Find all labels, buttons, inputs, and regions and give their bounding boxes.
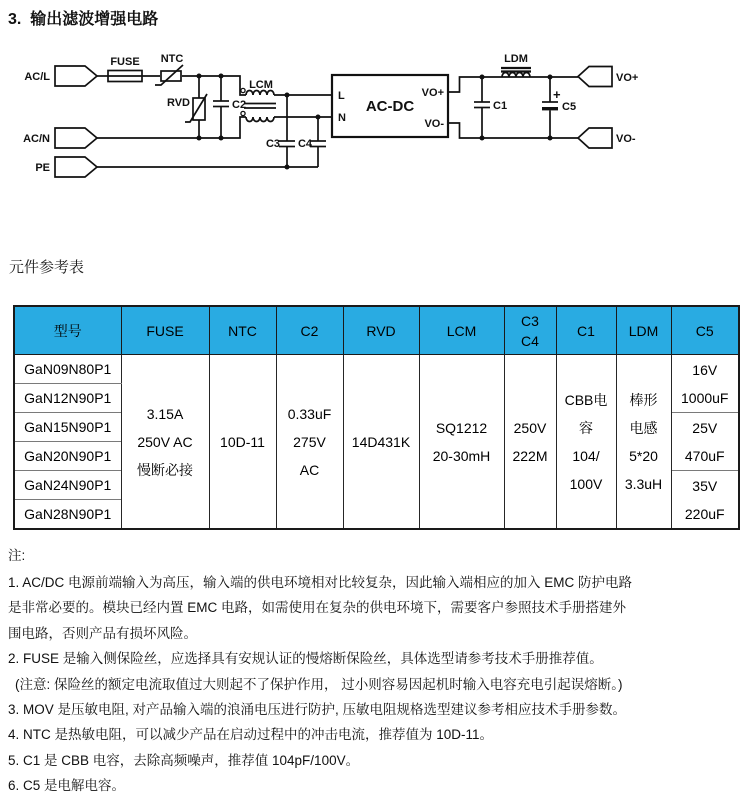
vop-label: VO+ (616, 72, 639, 84)
cell-ldm: 棒形 电感 5*20 3.3uH (616, 355, 671, 530)
notes-section (8, 542, 750, 799)
cell-lcm: SQ1212 20-30mH (419, 355, 504, 530)
acdc-module (332, 75, 448, 137)
header-c2: C2 (276, 306, 343, 355)
pin-l-label: L (338, 90, 345, 102)
note-line: (注意: 保险丝的额定电流取值过大则起不了保护作用， 过小则容易因起机时输入电容充电引起误熔断。) (15, 676, 623, 692)
acn-label: AC/N (23, 133, 50, 145)
note-line: 5. C1 是 CBB 电容，去除高频噪声，推荐值 104pF/100V。 (8, 752, 360, 768)
note-line: 围电路，否则产品有损坏风险。 (8, 625, 197, 641)
cell-fuse: 3.15A 250V AC 慢断必接 (121, 355, 209, 530)
c3-symbol (266, 95, 295, 167)
cell-c3c4: 250V 222M (504, 355, 556, 530)
input-connector-acn (23, 128, 97, 148)
rvd-symbol (167, 76, 207, 138)
c4-label: C4 (297, 138, 312, 150)
note-line: 4. NTC 是热敏电阻，可以减少产品在启动过程中的冲击电流，推荐值为 10D-11。 (8, 727, 494, 743)
input-connector-acl (24, 66, 97, 86)
table-header-row (14, 306, 739, 355)
input-connector-pe (35, 157, 97, 177)
c5-label: C5 (562, 101, 577, 113)
cell-model: GaN12N90P1 (14, 384, 121, 413)
c5-polarity: + (553, 87, 561, 102)
c2-label: C2 (232, 99, 247, 111)
output-connector-von (578, 128, 636, 148)
note-line: 6. C5 是电解电容。 (8, 778, 126, 794)
table-caption: 元件参考表 (9, 259, 85, 276)
c5-symbol (542, 77, 576, 138)
c1-label: C1 (493, 100, 508, 112)
page-title: 3. 输出滤波增强电路 (8, 11, 159, 28)
header-c3c4 (504, 306, 556, 355)
cell-c5-group3: 35V 220uF (671, 471, 739, 530)
cell-rvd: 14D431K (343, 355, 419, 530)
cell-model: GaN09N80P1 (14, 355, 121, 384)
cell-c5-group2: 25V 470uF (671, 413, 739, 471)
header-fuse: FUSE (121, 306, 209, 355)
von-label: VO- (616, 133, 636, 145)
ldm-label: LDM (504, 53, 528, 65)
ntc-symbol (155, 53, 183, 85)
circuit-diagram (0, 40, 750, 240)
acdc-label: AC-DC (365, 98, 415, 115)
note-line: 1. AC/DC 电源前端输入为高压，输入端的供电环境相对比较复杂，因此输入端相应的加入 EMC 防护电路 (8, 575, 633, 590)
cell-model: GaN28N90P1 (14, 500, 121, 530)
pin-von-label: VO- (424, 118, 444, 130)
notes-label: 注: (8, 548, 26, 563)
header-c5: C5 (671, 306, 739, 355)
lcm-label: LCM (249, 79, 273, 91)
lcm-symbol (241, 79, 276, 122)
cell-model: GaN24N90P1 (14, 471, 121, 500)
header-rvd: RVD (343, 306, 419, 355)
ldm-symbol (501, 53, 531, 77)
note-line: 3. MOV 是压敏电阻, 对产品输入端的浪涌电压进行防护, 压敏电阻规格选型建议参考相应技术手册参数。 (8, 702, 627, 718)
c2-symbol (213, 76, 246, 138)
cell-model: GaN15N90P1 (14, 413, 121, 442)
note-line: 2. FUSE 是输入侧保险丝，应选择具有安规认证的慢熔断保险丝，具体选型请参考技术手册推荐值。 (8, 651, 603, 667)
cell-model: GaN20N90P1 (14, 442, 121, 471)
pin-n-label: N (338, 112, 346, 124)
c4-symbol (298, 117, 326, 167)
c1-symbol (474, 77, 507, 138)
header-c4: C4 (521, 332, 539, 349)
table-row (14, 355, 739, 384)
note-line: 是非常必要的。模块已经内置 EMC 电路，如需使用在复杂的供电环境下，需要客户参照技术手册搭建外 (8, 600, 626, 616)
rvd-label: RVD (166, 97, 190, 109)
cell-c5-group1: 16V 1000uF (671, 355, 739, 413)
header-ntc: NTC (209, 306, 276, 355)
ntc-label: NTC (160, 53, 184, 65)
fuse-symbol (108, 56, 142, 82)
components-table (13, 305, 740, 530)
cell-ntc: 10D-11 (209, 355, 276, 530)
header-ldm: LDM (616, 306, 671, 355)
output-connector-vop (578, 67, 638, 87)
cell-c2: 0.33uF 275V AC (276, 355, 343, 530)
fuse-label: FUSE (110, 56, 140, 68)
header-lcm: LCM (419, 306, 504, 355)
header-c3: C3 (521, 312, 539, 329)
acl-label: AC/L (24, 71, 50, 83)
c3-label: C3 (265, 138, 280, 150)
pin-vop-label: VO+ (421, 87, 444, 99)
cell-c1: CBB电 容 104/ 100V (556, 355, 616, 530)
pe-label: PE (35, 162, 50, 174)
header-model: 型号 (14, 306, 121, 355)
header-c1: C1 (556, 306, 616, 355)
